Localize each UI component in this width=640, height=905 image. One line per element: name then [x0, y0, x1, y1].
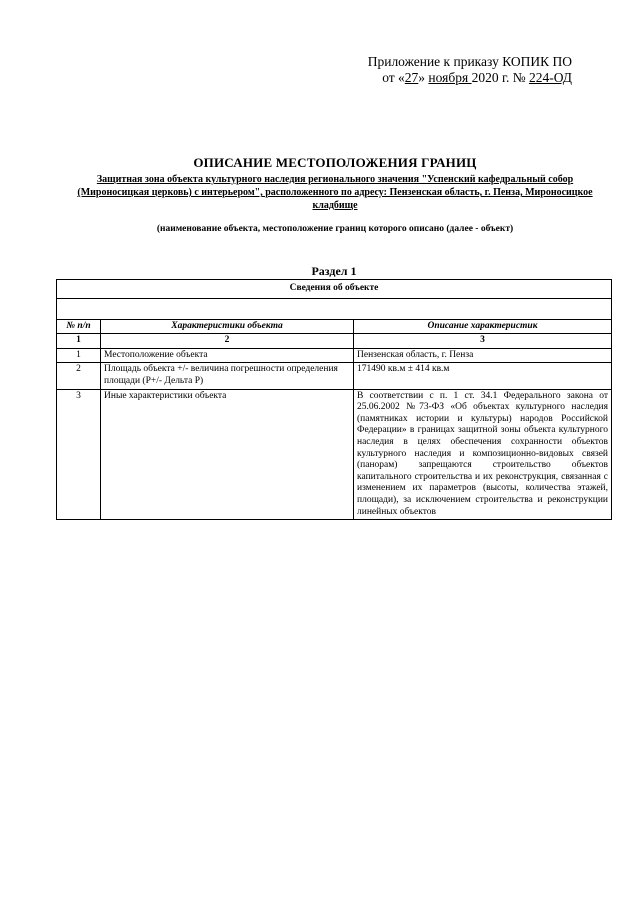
appendix-year: 2020 г. №: [471, 70, 529, 85]
row-description: Пензенская область, г. Пенза: [354, 348, 612, 363]
table-header: Сведения об объекте: [57, 280, 612, 299]
column-header-description: Описание характеристик: [354, 319, 612, 334]
object-note: (наименование объекта, местоположение границ которого описано (далее - объект): [156, 224, 514, 234]
section-title: Раздел 1: [311, 264, 357, 278]
row-number: 1: [57, 348, 101, 363]
table-row: [57, 348, 612, 363]
column-number-3: 3: [354, 334, 612, 349]
appendix-number: 224-ОД: [528, 70, 572, 85]
document-subtitle: Защитная зона объекта культурного наследия регионального значения "Успенский кафедральный собор (Мироносицкая церковь) с интерьером", расположенного по адресу: Пензенская область, г. Пенза, Мироносицкое кладбище: [77, 174, 593, 211]
appendix-month: ноября: [428, 70, 472, 85]
appendix-mid: »: [418, 70, 429, 85]
appendix-line2: [368, 70, 572, 86]
appendix-line1: Приложение к приказу КОПИК ПО: [367, 54, 572, 69]
row-description: В соответствии с п. 1 ст. 34.1 Федерального закона от 25.06.2002 №73-ФЗ «Об объектах культурного наследия (памятниках истории и культуры) народов Российской Федерации» в границах защитной зоны объекта культурного наследия в целях обеспечения сохранности объектов культурного наследия и композиционно-видовых связей (панорам) запрещаются строительство объектов капитального строительства и их реконструкция, связанная с изменением их параметров (высоты, количества этажей, площади), за исключением строительства и реконструкции линейных объектов: [354, 389, 612, 520]
object-info-table: [56, 279, 612, 520]
document-title: ОПИСАНИЕ МЕСТОПОЛОЖЕНИЯ ГРАНИЦ: [193, 155, 477, 170]
table-row: [57, 389, 612, 520]
title-block: [60, 155, 610, 234]
column-number-2: 2: [101, 334, 354, 349]
column-number-1: 1: [57, 334, 101, 349]
row-characteristic: Иные характеристики объекта: [101, 389, 354, 520]
row-characteristic: Площадь объекта +/- величина погрешности определения площади (P+/- Дельта P): [101, 363, 354, 389]
appendix-day: 27: [404, 70, 419, 85]
row-number: 2: [57, 363, 101, 389]
column-header-number: № п/п: [57, 319, 101, 334]
appendix-prefix: от «: [382, 70, 405, 85]
appendix-note: [368, 54, 572, 86]
row-description: 171490 кв.м ± 414 кв.м: [354, 363, 612, 389]
row-number: 3: [57, 389, 101, 520]
column-header-characteristic: Характеристики объекта: [101, 319, 354, 334]
row-characteristic: Местоположение объекта: [101, 348, 354, 363]
table-row: [57, 363, 612, 389]
table-blank-row: [57, 298, 612, 319]
